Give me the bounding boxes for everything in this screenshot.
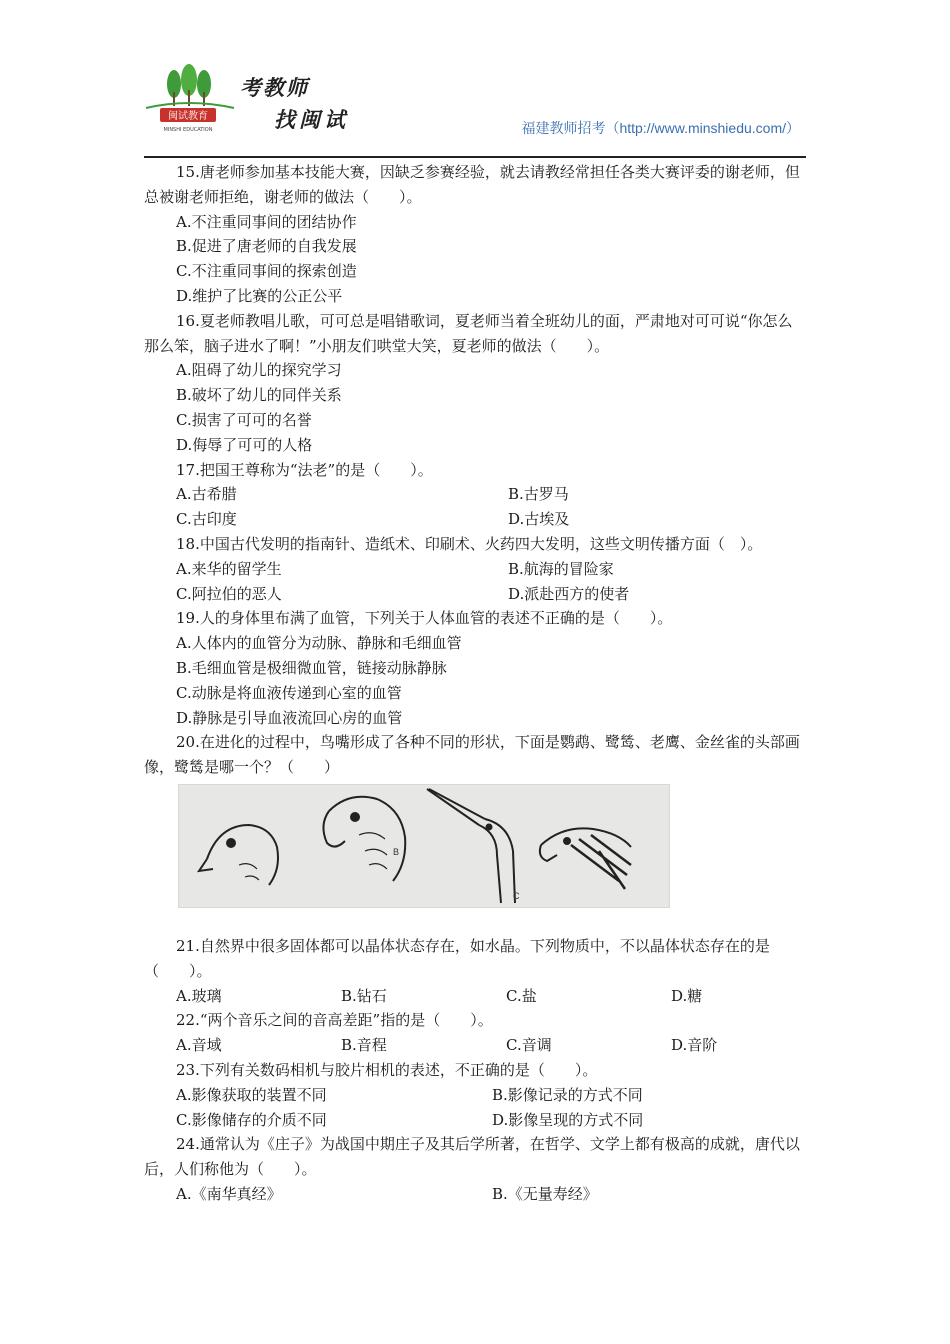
option: C.阿拉伯的恶人 bbox=[176, 584, 282, 603]
option: C.音调 bbox=[506, 1036, 552, 1055]
option: D.维护了比赛的公正公平 bbox=[176, 286, 343, 305]
option: B.航海的冒险家 bbox=[508, 559, 614, 578]
option: D.影像呈现的方式不同 bbox=[492, 1110, 644, 1129]
option: B.古罗马 bbox=[508, 485, 569, 504]
bird-heads-figure bbox=[178, 784, 670, 908]
question-stem: 24.通常认为《庄子》为战国中期庄子及其后学所著，在哲学、文学上都有极高的成就，唐代以后，人们称他为（ ）。 bbox=[144, 1135, 800, 1179]
option: C.不注重同事间的探索创造 bbox=[176, 262, 357, 281]
logo-subtext: MINSHI EDUCATION bbox=[163, 127, 213, 133]
question-stem: 23.下列有关数码相机与胶片相机的表述，不正确的是（ ）。 bbox=[176, 1060, 598, 1079]
option: A.影像获取的装置不同 bbox=[176, 1085, 327, 1104]
option: D.侮辱了可可的人格 bbox=[176, 435, 313, 454]
option-row bbox=[144, 582, 806, 607]
option-row bbox=[144, 1083, 806, 1108]
page-header bbox=[144, 64, 806, 158]
spacer bbox=[144, 908, 806, 934]
question-stem: 20.在进化的过程中，鸟嘴形成了各种不同的形状，下面是鹦鹉、鹭鸶、老鹰、金丝雀的头部画像，鹭鸶是哪一个？（ ） bbox=[144, 733, 800, 777]
option: D.音阶 bbox=[671, 1036, 718, 1055]
option: C.影像储存的介质不同 bbox=[176, 1110, 327, 1129]
option: A.《南华真经》 bbox=[176, 1184, 282, 1203]
option: B.《无量寿经》 bbox=[492, 1184, 598, 1203]
option: C.古印度 bbox=[176, 510, 237, 529]
option-row bbox=[144, 1182, 806, 1207]
option: A.来华的留学生 bbox=[176, 559, 282, 578]
option: C.损害了可可的名誉 bbox=[176, 410, 312, 429]
site-link[interactable]: 福建教师招考（http://www.minshiedu.com/） bbox=[521, 120, 800, 136]
option: A.人体内的血管分为动脉、静脉和毛细血管 bbox=[176, 634, 462, 653]
option: B.促进了唐老师的自我发展 bbox=[176, 237, 357, 256]
bird-head-c bbox=[427, 789, 515, 903]
option: B.钻石 bbox=[341, 986, 387, 1005]
option-row bbox=[144, 482, 806, 507]
option: A.音域 bbox=[176, 1036, 222, 1055]
logo-text: 闽试教育 bbox=[168, 111, 208, 122]
figure-label-b: B bbox=[393, 846, 400, 857]
option: A.不注重同事间的团结协作 bbox=[176, 212, 357, 231]
bird-head-b bbox=[323, 797, 405, 881]
question-stem: 17.把国王尊称为“法老”的是（ ）。 bbox=[176, 460, 433, 479]
option: B.破坏了幼儿的同伴关系 bbox=[176, 386, 342, 405]
question-stem: 18.中国古代发明的指南针、造纸术、印刷术、火药四大发明，这些文明传播方面（ ）。 bbox=[176, 534, 763, 553]
question-stem: 19.人的身体里布满了血管，下列关于人体血管的表述不正确的是（ ）。 bbox=[176, 609, 673, 628]
option: D.派赴西方的使者 bbox=[508, 584, 630, 603]
option: A.玻璃 bbox=[176, 986, 222, 1005]
option: D.古埃及 bbox=[508, 510, 570, 529]
option: B.毛细血管是极细微血管，链接动脉静脉 bbox=[176, 658, 447, 677]
option-row bbox=[144, 507, 806, 532]
question-stem: 15.唐老师参加基本技能大赛，因缺乏参赛经验，就去请教经常担任各类大赛评委的谢老师，但总被谢老师拒绝，谢老师的做法（ ）。 bbox=[144, 163, 800, 206]
bird-head-d bbox=[540, 828, 631, 889]
question-stem: 21.自然界中很多固体都可以晶体状态存在，如水晶。下列物质中，不以晶体状态存在的是（ ）。 bbox=[144, 936, 770, 980]
option: B.音程 bbox=[341, 1036, 387, 1055]
option-row bbox=[144, 984, 806, 1009]
option: D.静脉是引导血液流回心房的血管 bbox=[176, 708, 403, 727]
option-row bbox=[144, 557, 806, 582]
minshi-logo bbox=[144, 64, 240, 134]
question-stem: 16.夏老师教唱儿歌，可可总是唱错歌词，夏老师当着全班幼儿的面，严肃地对可可说“你怎么那么笨，脑子进水了啊！”小朋友们哄堂大笑，夏老师的做法（ ）。 bbox=[144, 311, 793, 355]
option: A.阻碍了幼儿的探究学习 bbox=[176, 361, 342, 380]
option-row bbox=[144, 1033, 806, 1058]
slogan-line2: 找闽试 bbox=[274, 107, 349, 132]
slogan-line1: 考教师 bbox=[240, 75, 309, 100]
option: D.糖 bbox=[671, 986, 703, 1005]
option: C.动脉是将血液传递到心室的血管 bbox=[176, 683, 402, 702]
option: B.影像记录的方式不同 bbox=[492, 1085, 643, 1104]
bird-head-a bbox=[199, 825, 278, 885]
option: C.盐 bbox=[506, 986, 537, 1005]
question-stem: 22.“两个音乐之间的音高差距”指的是（ ）。 bbox=[176, 1011, 493, 1030]
question-list bbox=[144, 160, 806, 1207]
figure-label-c: C bbox=[513, 890, 520, 901]
option-row bbox=[144, 1108, 806, 1133]
option: A.古希腊 bbox=[176, 485, 237, 504]
